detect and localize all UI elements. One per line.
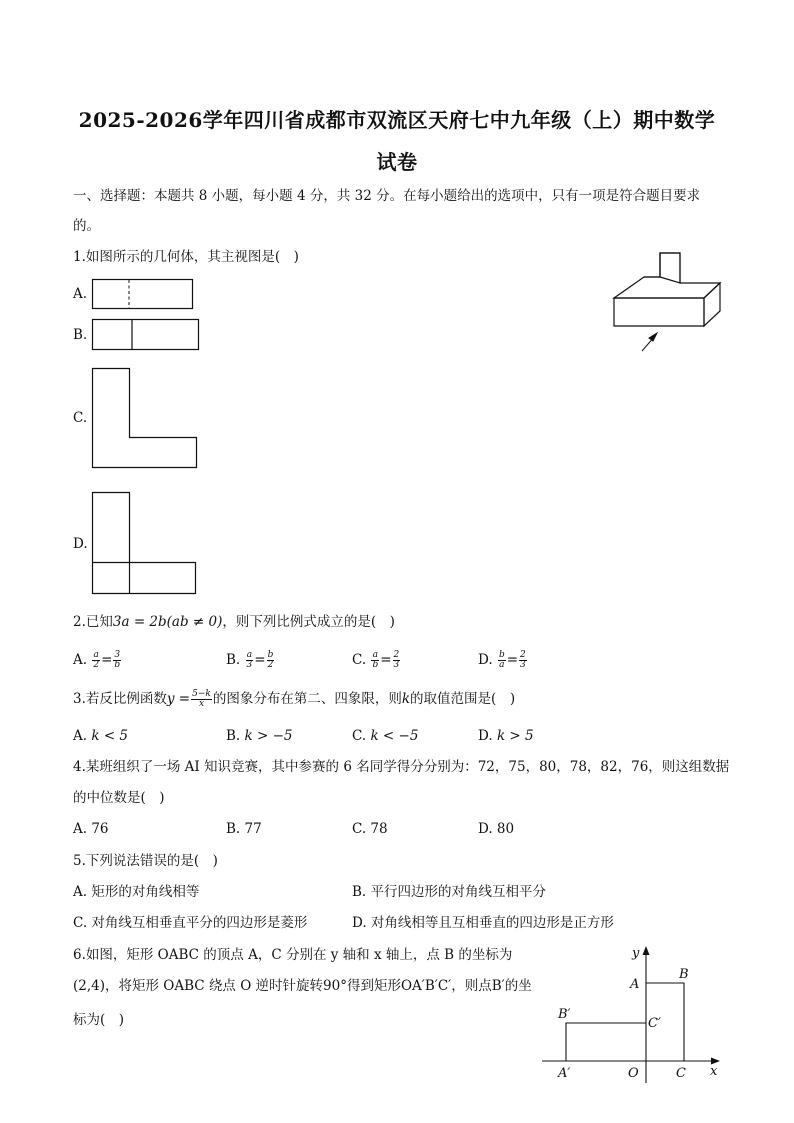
- q6-label-a: A: [630, 977, 640, 992]
- q6-label-c: C: [676, 1066, 686, 1081]
- q5-option-c[interactable]: C. 对角线互相垂直平分的四边形是菱形: [73, 915, 308, 931]
- q6-label-b-prime: B′: [558, 1007, 571, 1022]
- q4-option-b[interactable]: B. 77: [226, 821, 262, 837]
- exam-title-line1: 2025-2026学年四川省成都市双流区天府七中九年级（上）期中数学: [78, 108, 716, 132]
- q2-condition: 3a = 2b(ab ≠ 0): [112, 614, 223, 630]
- q1-option-c-label[interactable]: C.: [73, 410, 88, 426]
- q5-stem: 5.下列说法错误的是( ): [73, 853, 218, 869]
- q6-label-c-prime: C′: [648, 1016, 661, 1031]
- q3-option-c[interactable]: C. k < −5: [352, 728, 419, 744]
- q4-option-c[interactable]: C. 78: [352, 821, 388, 837]
- q3-option-b[interactable]: B. k > −5: [226, 728, 293, 744]
- q3-stem: 3.若反比例函数y = $\frac{5-k}{x}$ 的图象分布在第二、四象限，则k的取值范围是( ): [73, 689, 516, 709]
- q5-option-d[interactable]: D. 对角线相等且互相垂直的四边形是正方形: [352, 915, 614, 931]
- q6-label-a-prime: A′: [558, 1066, 571, 1081]
- q2-option-c[interactable]: C. $\frac{a}{b}$ = $\frac{2}{3}$: [352, 650, 400, 670]
- q6-stem-cont: (2,4)，将矩形 OABC 绕点 O 逆时针旋转90°得到矩形OA′B′C′，则点B′的坐: [73, 978, 532, 994]
- q4-option-a[interactable]: A. 76: [73, 821, 109, 837]
- q6-coordinate-figure: [538, 943, 738, 1093]
- q4-option-d[interactable]: D. 80: [478, 821, 515, 837]
- q6-label-x: x: [710, 1064, 718, 1079]
- q2-option-b[interactable]: B. $\frac{a}{3}$ = $\frac{b}{2}$: [226, 650, 274, 670]
- q6-label-y: y: [632, 946, 640, 961]
- q1-option-c-figure: [92, 368, 198, 470]
- q5-option-a[interactable]: A. 矩形的对角线相等: [73, 884, 200, 900]
- q2-option-a[interactable]: A. $\frac{a}{2}$ = $\frac{3}{b}$: [73, 650, 121, 670]
- q1-option-a-figure: [92, 279, 194, 311]
- q1-stem: 1.如图所示的几何体，其主视图是( ): [73, 249, 299, 265]
- q1-option-b-figure: [92, 319, 200, 352]
- section-header-cont: 的。: [73, 218, 100, 234]
- q1-option-b-label[interactable]: B.: [73, 327, 88, 343]
- q4-stem: 4.某班组织了一场 AI 知识竞赛，其中参赛的 6 名同学得分分别为：72，75，80，78，82，76，则这组数据: [73, 759, 730, 775]
- q6-label-o: O: [628, 1066, 639, 1081]
- q6-label-b: B: [679, 967, 689, 982]
- q1-solid-figure: [608, 250, 738, 360]
- exam-title-line2: 试卷: [376, 150, 418, 174]
- q2-stem: 2.已知3a = 2b(ab ≠ 0)，则下列比例式成立的是( ): [73, 614, 395, 630]
- q3-option-d[interactable]: D. k > 5: [478, 728, 534, 744]
- q1-option-d-label[interactable]: D.: [73, 536, 88, 552]
- section-header: 一、选择题：本题共 8 小题，每小题 4 分，共 32 分。在每小题给出的选项中，只有一项是符合题目要求: [73, 188, 701, 204]
- q5-option-b[interactable]: B. 平行四边形的对角线互相平分: [352, 884, 547, 900]
- q1-option-d-figure: [92, 492, 198, 596]
- q3-option-a[interactable]: A. k < 5: [73, 728, 129, 744]
- q1-option-a-label[interactable]: A.: [73, 286, 88, 302]
- q4-stem-cont: 的中位数是( ): [73, 790, 165, 806]
- q6-stem-end: 标为( ): [73, 1012, 125, 1028]
- q6-stem: 6.如图，矩形 OABC 的顶点 A，C 分别在 y 轴和 x 轴上，点 B 的坐标为: [73, 947, 513, 963]
- q2-option-d[interactable]: D. $\frac{b}{a}$ = $\frac{2}{3}$: [478, 650, 526, 670]
